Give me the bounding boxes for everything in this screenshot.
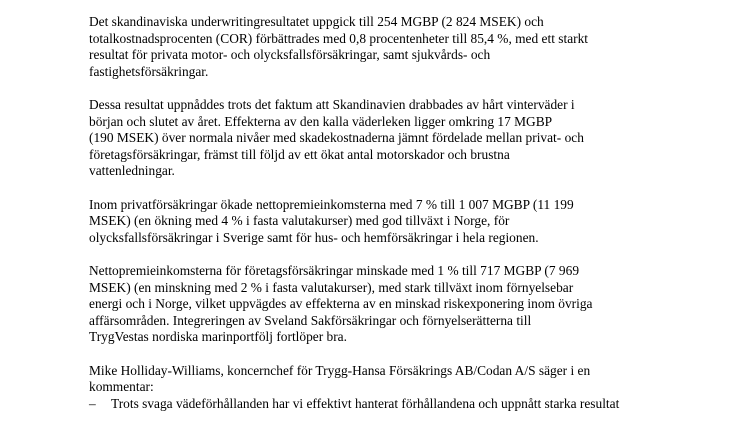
text-line: Det skandinaviska underwritingresultatet uppgick till 254 MGBP (2 824 MSEK) och	[89, 14, 544, 29]
text-line: Dessa resultat uppnåddes trots det faktum att Skandinavien drabbades av hårt vinterväder i	[89, 97, 575, 112]
text-line: olycksfallsförsäkringar i Sverige samt för hus- och hemförsäkringar i hela regionen.	[89, 229, 539, 245]
paragraph-private-insurance	[89, 197, 669, 247]
text-line: MSEK) (en ökning med 4 % i fasta valutakurser) med god tillväxt i Norge, för	[89, 213, 510, 228]
text-line: Nettopremieinkomsterna för företagsförsäkringar minskade med 1 % till 717 MGBP (7 969	[89, 263, 580, 278]
text-line: energi och i Norge, vilket uppvägdes av effekterna av en minskad riskexponering inom övriga	[89, 296, 593, 311]
text-line: företagsförsäkringar, främst till följd av ett ökat antal motorskador och brustna	[89, 146, 510, 162]
paragraph-winter-weather	[89, 97, 669, 180]
paragraph-underwriting-result	[89, 14, 669, 80]
paragraph-ceo-comment	[89, 363, 669, 413]
text-line: totalkostnadsprocenten (COR) förbättrades med 0,8 procentenheter till 85,4 %, med ett starkt	[89, 30, 589, 46]
text-line: (190 MSEK) över normala nivåer med skadekostnaderna jämnt fördelade mellan privat- och	[89, 130, 584, 145]
text-line: resultat för privata motor- och olycksfallsförsäkringar, samt sjukvårds- och	[89, 47, 491, 62]
paragraph-commercial-insurance	[89, 263, 669, 346]
text-line: MSEK) (en minskning med 2 % i fasta valutakurser), med stark tillväxt inom förnyelsebar	[89, 279, 574, 295]
text-line: Inom privatförsäkringar ökade nettopremieinkomsterna med 7 % till 1 007 MGBP (11 199	[89, 196, 574, 212]
quote-bullet-item: – Trots svaga vädeförhållanden har vi effektivt hanterat förhållandena och uppnått starka resultat	[89, 396, 669, 413]
text-line: vattenledningar.	[89, 163, 175, 178]
text-line: fastighetsförsäkringar.	[89, 63, 209, 79]
text-line: kommentar:	[89, 379, 154, 394]
text-line: TrygVestas nordiska marinportfölj fortlöper bra.	[89, 329, 347, 344]
text-line: Mike Holliday-Williams, koncernchef för Trygg-Hansa Försäkrings AB/Codan A/S säger i en	[89, 362, 591, 378]
document-body	[89, 14, 669, 429]
text-line: början och slutet av året. Effekterna av den kalla väderleken ligger omkring 17 MGBP	[89, 113, 553, 129]
text-line: affärsområden. Integreringen av Sveland Sakförsäkringar och förnyelserätterna till	[89, 312, 532, 328]
